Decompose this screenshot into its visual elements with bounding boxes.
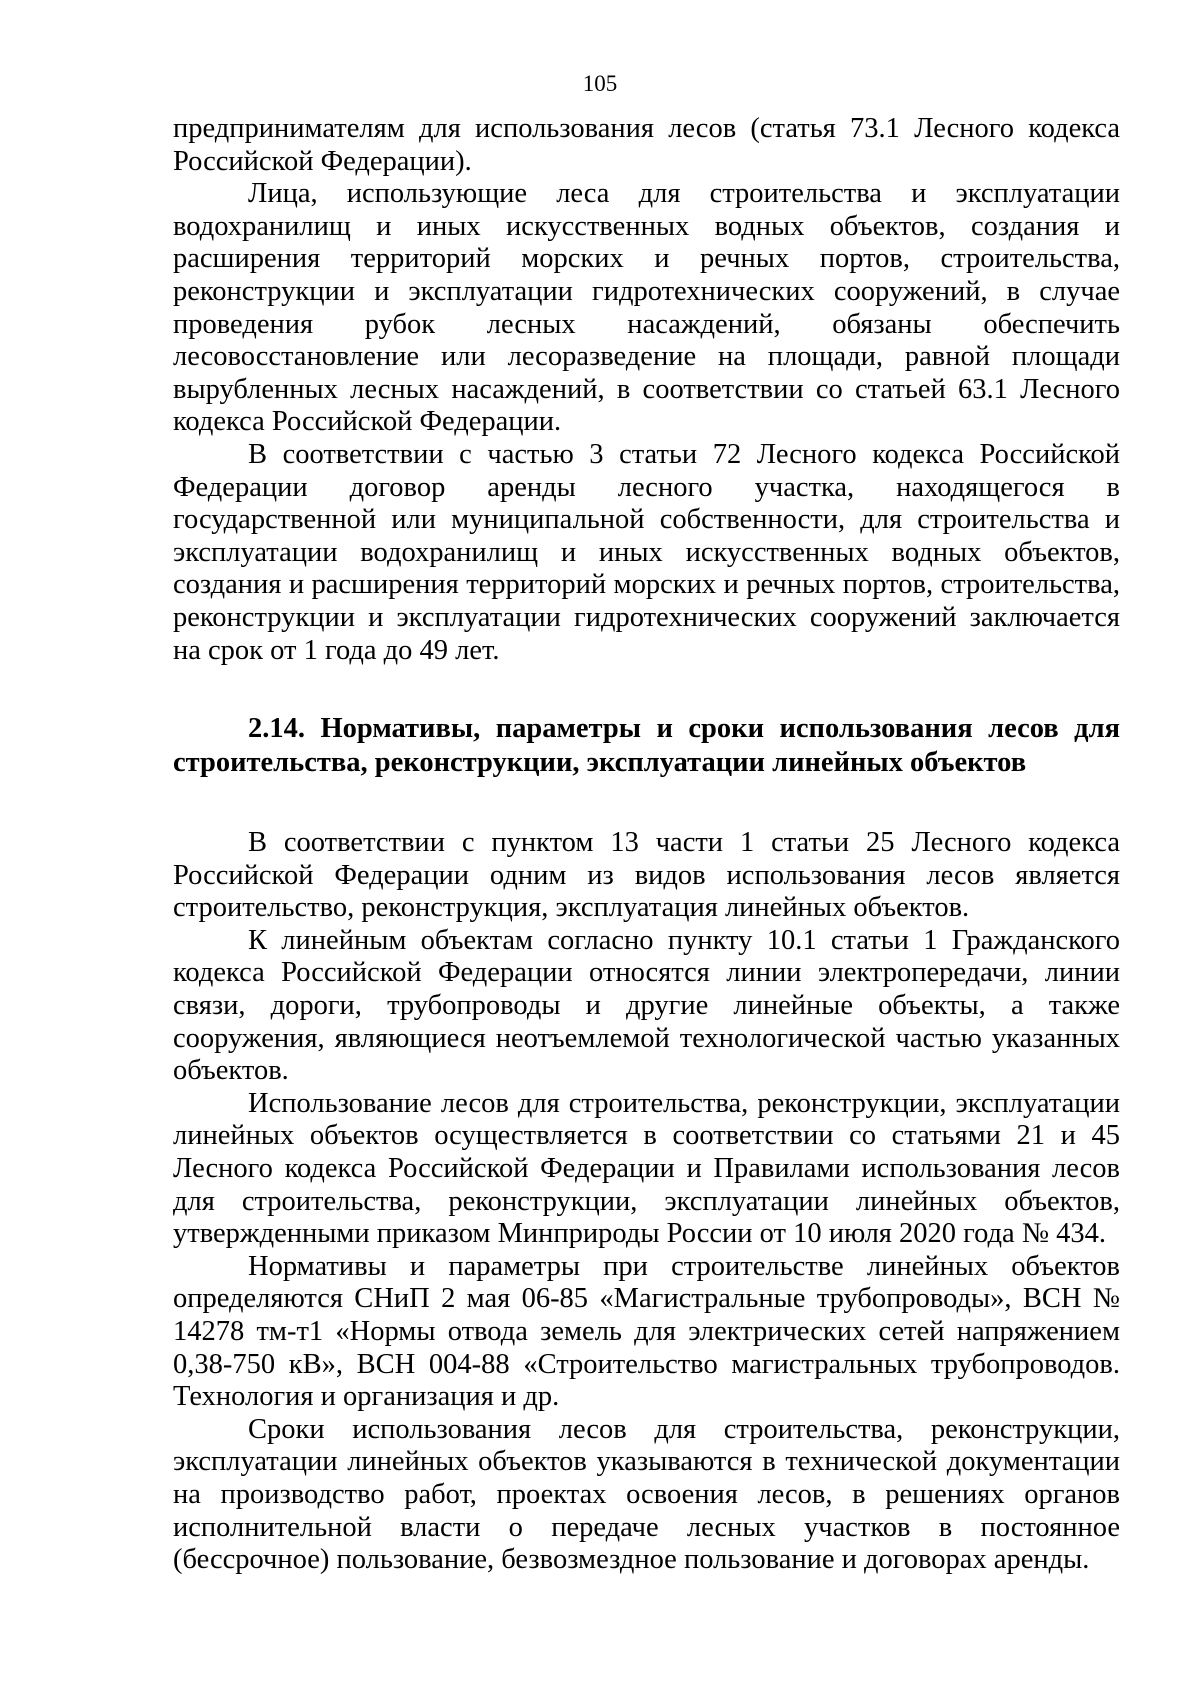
paragraph-linear-objects-definition: К линейным объектам согласно пункту 10.1 статьи 1 Гражданского кодекса Российской Федерации относятся линии электропередачи, линии связи, дороги, трубопроводы и другие линейные объекты, а также сооружения, являющиеся неотъемлемой технологической частью указанных объектов. — [173, 924, 1120, 1087]
paragraph-legal-basis: Использование лесов для строительства, реконструкции, эксплуатации линейных объектов осуществляется в соответствии со статьями 21 и 45 Лесного кодекса Российской Федерации и Правилами использования лесов для строительства, реконструкции, эксплуатации линейных объектов, утвержденными приказом Минприроды России от 10 июля 2020 года № 434. — [173, 1087, 1120, 1250]
continued-paragraph: предпринимателям для использования лесов (статья 73.1 Лесного кодекса Российской Федерации). — [173, 113, 1120, 177]
document-body — [173, 113, 1120, 1577]
paragraph-construction-norms: Нормативы и параметры при строительстве линейных объектов определяются СНиП 2 мая 06-85 «Магистральные трубопроводы», ВСН № 14278 тм-т1 «Нормы отвода земель для электрических сетей напряжением 0,38-750 кВ», ВСН 004-88 «Строительство магистральных трубопроводов. Технология и организация и др. — [173, 1250, 1120, 1413]
paragraph-use-terms: Сроки использования лесов для строительства, реконструкции, эксплуатации линейных объектов указываются в технической документации на производство работ, проектах освоения лесов, в решениях органов исполнительной власти о передаче лесных участков в постоянное (бессрочное) пользование, безвозмездное пользование и договорах аренды. — [173, 1413, 1120, 1576]
paragraph-reservoir-forest-use: Лица, использующие леса для строительства и эксплуатации водохранилищ и иных искусственных водных объектов, создания и расширения территорий морских и речных портов, строительства, реконструкции и эксплуатации гидротехнических сооружений, в случае проведения рубок лесных насаждений, обязаны обеспечить лесовосстановление или лесоразведение на площади, равной площади вырубленных лесных насаждений, в соответствии со статьей 63.1 Лесного кодекса Российской Федерации. — [173, 178, 1120, 438]
page-number: 105 — [582, 71, 618, 96]
paragraph-lease-term: В соответствии с частью 3 статьи 72 Лесного кодекса Российской Федерации договор аренды лесного участка, находящегося в государственной или муниципальной собственности, для строительства и эксплуатации водохранилищ и иных искусственных водных объектов, создания и расширения территорий морских и речных портов, строительства, реконструкции и эксплуатации гидротехнических сооружений заключается на срок от 1 года до 49 лет. — [173, 438, 1120, 666]
section-heading: 2.14. Нормативы, параметры и сроки использования лесов для строительства, реконструкции, эксплуатации линейных объектов — [173, 713, 1120, 779]
paragraph-linear-objects-use: В соответствии с пунктом 13 части 1 статьи 25 Лесного кодекса Российской Федерации одним из видов использования лесов является строительство, реконструкция, эксплуатация линейных объектов. — [173, 827, 1120, 924]
